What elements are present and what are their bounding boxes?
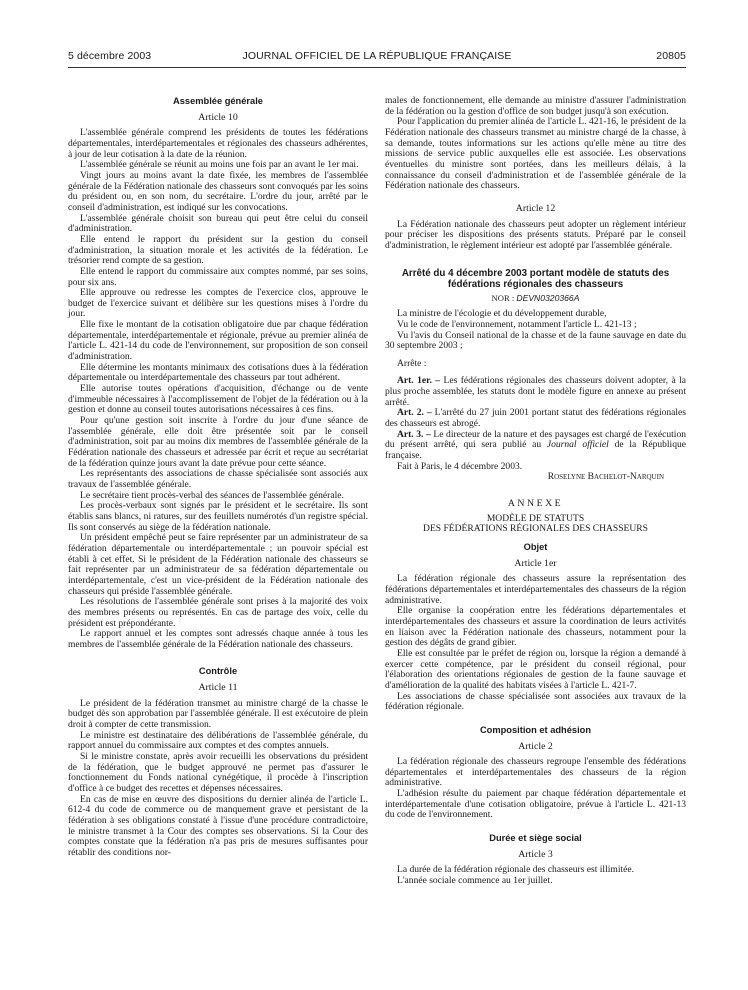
fait-a-paris: Fait à Paris, le 4 décembre 2003. [397, 460, 523, 472]
paragraph: Les représentants des associations de chasse spécialisée sont associés aux travaux de l'assemblée générale. [68, 468, 368, 490]
paragraph: Elle détermine les montants minimaux des cotisations dues à la fédération départementale ou interdépartementale des chasseurs par tout adhérent. [68, 361, 368, 384]
journal-officiel-italic: Journal officiel [546, 439, 609, 451]
paragraph: Le président de la fédération transmet au ministre chargé de la chasse le budget dès son approbation par l'assemblée générale. Il est exécutoire de plein droit à compter de cette transmission. [68, 697, 368, 731]
arrete-article-1 [385, 376, 686, 408]
paragraph: La fédération régionale des chasseurs assure la représentation des fédérations départementales et interdépartementales des chasseurs de la région administrative. [385, 573, 686, 606]
article-11-heading: Article 11 [198, 682, 238, 694]
art-3-text-a: Le directeur de la nature et des paysages est chargé de l'exécution du présent arrêté, qui sera publié au [385, 428, 687, 451]
page-number: 20805 [656, 50, 686, 62]
issue-date: 5 décembre 2003 [68, 50, 152, 62]
paragraph: Si le ministre constate, après avoir recueilli les observations du président de la fédération, que le budget approuvé ne permet pas d'assurer le fonctionnement du Fonds national cynégétique, il procède à l'inscription d'office à ce budget des recettes et dépenses nécessaires. [68, 751, 368, 795]
arrete-word: Arrête : [397, 357, 427, 369]
visa-line: Vu l'avis du Conseil national de la chasse et de la faune sauvage en date du 30 septembre 2003 ; [385, 329, 686, 352]
annexe-article-1-heading: Article 1er [514, 557, 557, 569]
paragraph: Les résolutions de l'assemblée générale sont prises à la majorité des voix des membres présents ou représentés. En cas de partage des voix, celle du président est prépondérante. [68, 596, 368, 629]
paragraph: Elle entend le rapport du président sur la gestion du conseil d'administration, la situation morale et les activités de la fédération. Le trésorier rend compte de sa gestion. [68, 233, 368, 267]
art-1-text: Les fédérations régionales des chasseurs doivent adopter, à la plus proche assemblée, les statuts dont le modèle figure en annexe au présent arrêté. [385, 375, 686, 408]
arrete-article-3 [385, 430, 686, 462]
annexe-article-3-heading: Article 3 [518, 848, 553, 860]
paragraph: Elle approuve ou redresse les comptes de l'exercice clos, approuve le budget de l'exercice suivant et délibère sur les questions mises à l'ordre du jour. [68, 287, 368, 320]
art-2-text: L'arrêté du 27 juin 2001 portant statut des fédérations régionales des chasseurs est abrogé. [385, 407, 686, 430]
article-10-heading: Article 10 [198, 111, 238, 123]
paragraph: L'année sociale commence au 1er juillet. [397, 875, 553, 887]
left-column [68, 96, 368, 859]
paragraph: La Fédération nationale des chasseurs peut adopter un règlement intérieur pour préciser les dispositions des présents statuts. Préparé par le conseil d'administration, le règlement intérieur est adopté par l'assemblée générale. [385, 218, 686, 251]
arrete-title: Arrêté du 4 décembre 2003 portant modèle de statuts des fédérations régionales des chasseurs [401, 267, 670, 290]
section-heading-objet: Objet [523, 542, 548, 552]
paragraph: La fédération régionale des chasseurs regroupe l'ensemble des fédérations départementales et interdépartementales des chasseurs de la région administrative. [385, 756, 686, 789]
nor-label: NOR : [491, 292, 515, 303]
paragraph: Le secrétaire tient procès-verbal des séances de l'assemblée générale. [80, 489, 344, 501]
section-heading-controle: Contrôle [198, 666, 238, 677]
modele-heading-line1: MODÈLE DE STATUTS [486, 512, 585, 524]
paragraph: Les associations de chasse spécialisée sont associées aux travaux de la fédération régionale. [385, 690, 686, 713]
section-heading-assemblee: Assemblée générale [173, 96, 263, 106]
paragraph: Un président empêché peut se faire représenter par un administrateur de sa fédération départementale ou interdépartementale ; un pouvoir spécial est établi à cet effet. Si le président de la Fédération nationale des chasseurs se fait représenter par un administrateur de sa fédération départementale ou interdépartementale, c'est un vice-président de la Fédération nationale des chasseurs qui préside l'assemblée générale. [68, 532, 368, 597]
paragraph: Pour l'application du premier alinéa de l'article L. 421-16, le président de la Fédération nationale des chasseurs transmet au ministre chargé de la chasse, à sa demande, toutes informations sur les actions qu'elle mène au titre des missions de service public auxquelles elle est associée. Les observations éventuelles du ministre sont portées, dans les meilleurs délais, à la connaissance du conseil d'administration et de l'assemblée générale de la Fédération nationale des chasseurs. [385, 116, 686, 192]
paragraph: Elle fixe le montant de la cotisation obligatoire due par chaque fédération départementale, interdépartementale et régionale, prévue au premier alinéa de l'article L. 421-14 du code de l'environnement, sur proposition de son conseil d'administration. [68, 319, 368, 363]
nor-reference [385, 293, 686, 304]
annexe-heading: ANNEXE [507, 498, 564, 510]
art-3-label: Art. 3. – [397, 428, 431, 440]
paragraph: Pour qu'une gestion soit inscrite à l'ordre du jour d'une séance de l'assemblée générale, elle doit être présentée soit par le conseil d'administration, soit par au moins dix membres de l'assemblée générale de la Fédération nationale des chasseurs et adressée par écrit et reçue au secrétariat de la fédération quinze jours avant la date prévue pour cette séance. [68, 415, 368, 469]
art-1-label: Art. 1er. – [397, 375, 441, 387]
art-2-label: Art. 2. – [397, 407, 432, 419]
visa-line: La ministre de l'écologie et du développement durable, [397, 308, 607, 320]
paragraph: Elle organise la coopération entre les fédérations départementales et interdépartementales des chasseurs et assure la coordination de leurs activités en liaison avec la Fédération nationale des chasseurs, notamment pour la gestion des dégâts de grand gibier. [385, 605, 686, 649]
paragraph: Vingt jours au moins avant la date fixée, les membres de l'assemblée générale de la Fédération nationale des chasseurs sont convoqués par les soins du président ou, en son nom, du secrétaire. L'ordre du jour, arrêté par le conseil d'administration, est indiqué sur les convocations. [68, 169, 368, 213]
section-heading-composition: Composition et adhésion [479, 724, 592, 735]
page-header [68, 50, 686, 66]
paragraph: Le ministre est destinataire des délibérations de l'assemblée générale, du rapport annuel du commissaire aux comptes et des comptes annuels. [68, 729, 368, 752]
paragraph: Elle autorise toutes opérations d'acquisition, d'échange ou de vente d'immeuble nécessaires à l'accomplissement de l'objet de la fédération ou à la gestion et donne au conseil toutes autorisations nécessaires à ces fins. [68, 383, 368, 416]
annexe-article-2-heading: Article 2 [518, 740, 553, 752]
paragraph: L'assemblée générale se réunit au moins une fois par an avant le 1er mai. [80, 159, 359, 171]
paragraph: Les procès-verbaux sont signés par le président et le secrétaire. Ils sont établis sans blancs, ni ratures, sur des feuillets numérotés d'un registre spécial. Ils sont conservés au siège de la fédération nationale. [68, 500, 368, 533]
article-12-heading: Article 12 [515, 202, 556, 214]
paragraph: L'assemblée générale choisit son bureau qui peut être celui du conseil d'administration. [68, 212, 368, 235]
paragraph: Le rapport annuel et les comptes sont adressés chaque année à tous les membres de l'assemblée générale de la Fédération nationale des chasseurs. [68, 628, 368, 650]
right-column [385, 96, 686, 887]
visa-line: Vu le code de l'environnement, notamment l'article L. 421-13 ; [397, 318, 637, 330]
paragraph: Elle entend le rapport du commissaire aux comptes nommé, par ses soins, pour six ans. [68, 265, 368, 288]
paragraph-continuation: males de fonctionnement, elle demande au ministre d'assurer l'administration de la fédération ou la gestion d'office de son budget jusqu'à son exécution. [385, 95, 686, 117]
art-3-text-b: de la République française. [385, 439, 686, 462]
nor-value: DEVN0320366A [516, 292, 580, 303]
paragraph: Elle est consultée par le préfet de région ou, lorsque la région a demandé à exercer cette compétence, par le président du conseil régional, pour l'élaboration des orientations régionales de gestion de la faune sauvage et d'amélioration de la qualité des habitats visées à l'article L. 421-7. [385, 647, 686, 691]
paragraph: En cas de mise en œuvre des dispositions du dernier alinéa de l'article L. 612-4 du code de commerce ou de manquement grave et persistant de la fédération à ses obligations constaté à l'issue d'une procédure contradictoire, le ministre transmet à la Cour des comptes ses observations. Si la Cour des comptes constate que la fédération n'a pas pris de mesures suffisantes pour rétablir des conditions nor- [68, 793, 368, 858]
section-heading-duree: Durée et siège social [489, 833, 582, 844]
paragraph: L'adhésion résulte du paiement par chaque fédération départementale et interdépartementale d'une cotisation obligatoire, prévue à l'article L. 421-13 du code de l'environnement. [385, 788, 686, 821]
signature: Roselyne Bachelot-Narquin [547, 471, 664, 483]
paragraph: La durée de la fédération régionale des chasseurs est illimitée. [397, 864, 634, 876]
header-rule [68, 67, 686, 68]
journal-title: JOURNAL OFFICIEL DE LA RÉPUBLIQUE FRANÇAISE [242, 50, 512, 62]
paragraph: L'assemblée générale comprend les présidents de toutes les fédérations départementales, interdépartementales et régionales des chasseurs adhérentes, à jour de leur cotisation à la date de la réunion. [68, 127, 368, 160]
arrete-article-2 [385, 408, 686, 429]
modele-heading-line2: DES FÉDÉRATIONS RÉGIONALES DES CHASSEURS [423, 523, 648, 535]
